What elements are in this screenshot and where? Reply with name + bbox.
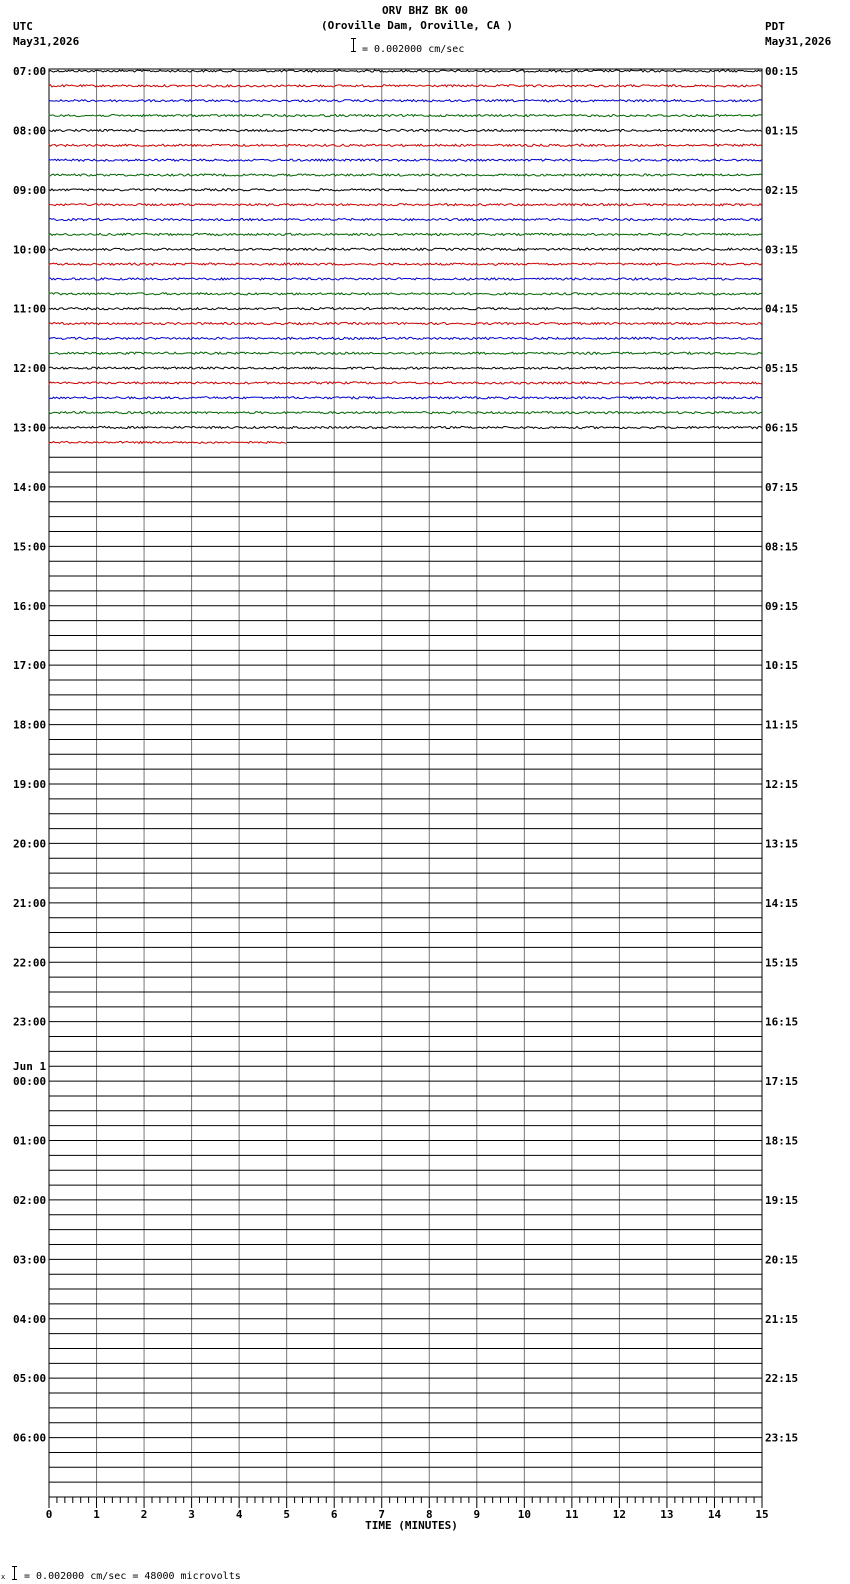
- utc-hour-label: 14:00: [13, 480, 47, 494]
- seismic-trace: [49, 412, 762, 414]
- pdt-hour-label: 19:15: [765, 1193, 799, 1207]
- pdt-zone-label: PDT: [765, 20, 785, 33]
- x-tick-label: 15: [755, 1508, 769, 1521]
- pdt-hour-label: 09:15: [765, 599, 799, 613]
- x-tick-label: 0: [45, 1508, 53, 1521]
- seismic-trace: [49, 100, 762, 102]
- utc-hour-label: 21:00: [13, 896, 47, 910]
- seismic-trace: [49, 233, 762, 235]
- seismic-trace: [49, 159, 762, 161]
- pdt-hour-label: 20:15: [765, 1253, 799, 1267]
- utc-hour-label: 22:00: [13, 956, 47, 970]
- seismic-trace: [49, 293, 762, 295]
- x-tick-label: 4: [235, 1508, 243, 1521]
- pdt-hour-label: 17:15: [765, 1075, 799, 1089]
- x-tick-label: 13: [660, 1508, 674, 1521]
- pdt-hour-label: 03:15: [765, 243, 799, 257]
- seismic-trace: [49, 85, 762, 87]
- pdt-hour-label: 06:15: [765, 421, 799, 435]
- utc-hour-label: 02:00: [13, 1193, 47, 1207]
- utc-hour-label: 17:00: [13, 659, 47, 673]
- seismic-trace: [49, 189, 762, 191]
- pdt-hour-label: 10:15: [765, 659, 799, 673]
- x-tick-label: 10: [517, 1508, 531, 1521]
- footer-scale-bar-icon: [12, 1566, 17, 1580]
- seismic-trace: [49, 426, 762, 428]
- utc-hour-label: 11:00: [13, 302, 47, 316]
- scale-label: = 0.002000 cm/sec: [362, 44, 465, 55]
- pdt-hour-label: 12:15: [765, 778, 799, 791]
- seismic-trace: [49, 204, 762, 206]
- utc-hour-label: 00:00: [13, 1075, 47, 1089]
- pdt-hour-label: 16:15: [765, 1015, 799, 1029]
- footer-scale-note: = 0.002000 cm/sec = 48000 microvolts: [24, 1571, 241, 1582]
- pdt-hour-label: 01:15: [765, 124, 799, 138]
- utc-hour-label: 23:00: [13, 1015, 47, 1029]
- utc-hour-label: 12:00: [13, 362, 47, 376]
- seismic-trace: [49, 248, 762, 250]
- pdt-date-label: May31,2026: [765, 35, 832, 48]
- seismic-trace: [49, 337, 762, 339]
- x-tick-label: 7: [378, 1508, 386, 1521]
- utc-hour-label: 16:00: [13, 599, 47, 613]
- utc-hour-label: 07:00: [13, 65, 47, 78]
- x-tick-label: 9: [473, 1508, 481, 1521]
- seismic-trace: [49, 367, 762, 369]
- x-tick-label: 1: [93, 1508, 100, 1521]
- seismic-trace: [49, 263, 762, 265]
- pdt-hour-label: 18:15: [765, 1134, 799, 1148]
- utc-hour-label: 04:00: [13, 1312, 47, 1326]
- utc-date-label: May31,2026: [13, 35, 80, 48]
- seismic-trace: [49, 115, 762, 117]
- plot-frame: [49, 69, 762, 1497]
- x-tick-label: 11: [565, 1508, 579, 1521]
- utc-hour-label: 20:00: [13, 837, 47, 851]
- pdt-hour-label: 21:15: [765, 1312, 799, 1326]
- pdt-hour-label: 22:15: [765, 1372, 799, 1386]
- pdt-hour-label: 08:15: [765, 540, 799, 554]
- x-tick-label: 3: [188, 1508, 195, 1521]
- footer-scale-prefix: x: [1, 1573, 6, 1581]
- x-tick-label: 14: [707, 1508, 722, 1521]
- pdt-hour-label: 00:15: [765, 65, 799, 78]
- station-title: ORV BHZ BK 00: [381, 4, 469, 17]
- utc-hour-label: 01:00: [13, 1134, 47, 1148]
- seismic-trace: [49, 129, 762, 131]
- x-tick-label: 5: [283, 1508, 290, 1521]
- utc-hour-label: 03:00: [13, 1253, 47, 1267]
- utc-hour-label: 19:00: [13, 778, 47, 791]
- utc-hour-label: 18:00: [13, 718, 47, 732]
- pdt-hour-label: 04:15: [765, 302, 799, 316]
- seismic-trace: [49, 382, 762, 384]
- seismic-trace: [49, 70, 762, 72]
- pdt-hour-label: 14:15: [765, 896, 799, 910]
- utc-hour-label: 06:00: [13, 1431, 47, 1445]
- utc-zone-label: UTC: [13, 20, 33, 33]
- day-change-label: Jun 1: [13, 1060, 47, 1074]
- seismic-trace: [49, 218, 762, 220]
- utc-hour-label: 15:00: [13, 540, 47, 554]
- utc-hour-label: 13:00: [13, 421, 47, 435]
- station-location: (Oroville Dam, Oroville, CA ): [320, 19, 514, 32]
- x-tick-label: 8: [425, 1508, 433, 1521]
- seismic-trace: [49, 174, 762, 176]
- pdt-hour-label: 07:15: [765, 480, 799, 494]
- x-tick-label: 6: [330, 1508, 338, 1521]
- utc-hour-label: 05:00: [13, 1372, 47, 1386]
- seismic-trace-partial: [49, 441, 286, 443]
- utc-hour-label: 10:00: [13, 243, 47, 257]
- seismic-trace: [49, 322, 762, 324]
- seismic-trace: [49, 352, 762, 354]
- pdt-hour-label: 13:15: [765, 837, 799, 851]
- seismic-trace: [49, 397, 762, 399]
- pdt-hour-label: 15:15: [765, 956, 799, 970]
- seismic-trace: [49, 308, 762, 310]
- x-tick-label: 2: [140, 1508, 148, 1521]
- seismic-trace: [49, 144, 762, 146]
- utc-hour-label: 09:00: [13, 183, 47, 197]
- x-axis-label: TIME (MINUTES): [365, 1519, 458, 1532]
- pdt-hour-label: 02:15: [765, 183, 799, 197]
- pdt-hour-label: 11:15: [765, 718, 799, 732]
- pdt-hour-label: 05:15: [765, 362, 799, 376]
- x-tick-label: 12: [612, 1508, 627, 1521]
- pdt-hour-label: 23:15: [765, 1431, 799, 1445]
- utc-hour-label: 08:00: [13, 124, 47, 138]
- seismic-trace: [49, 278, 762, 280]
